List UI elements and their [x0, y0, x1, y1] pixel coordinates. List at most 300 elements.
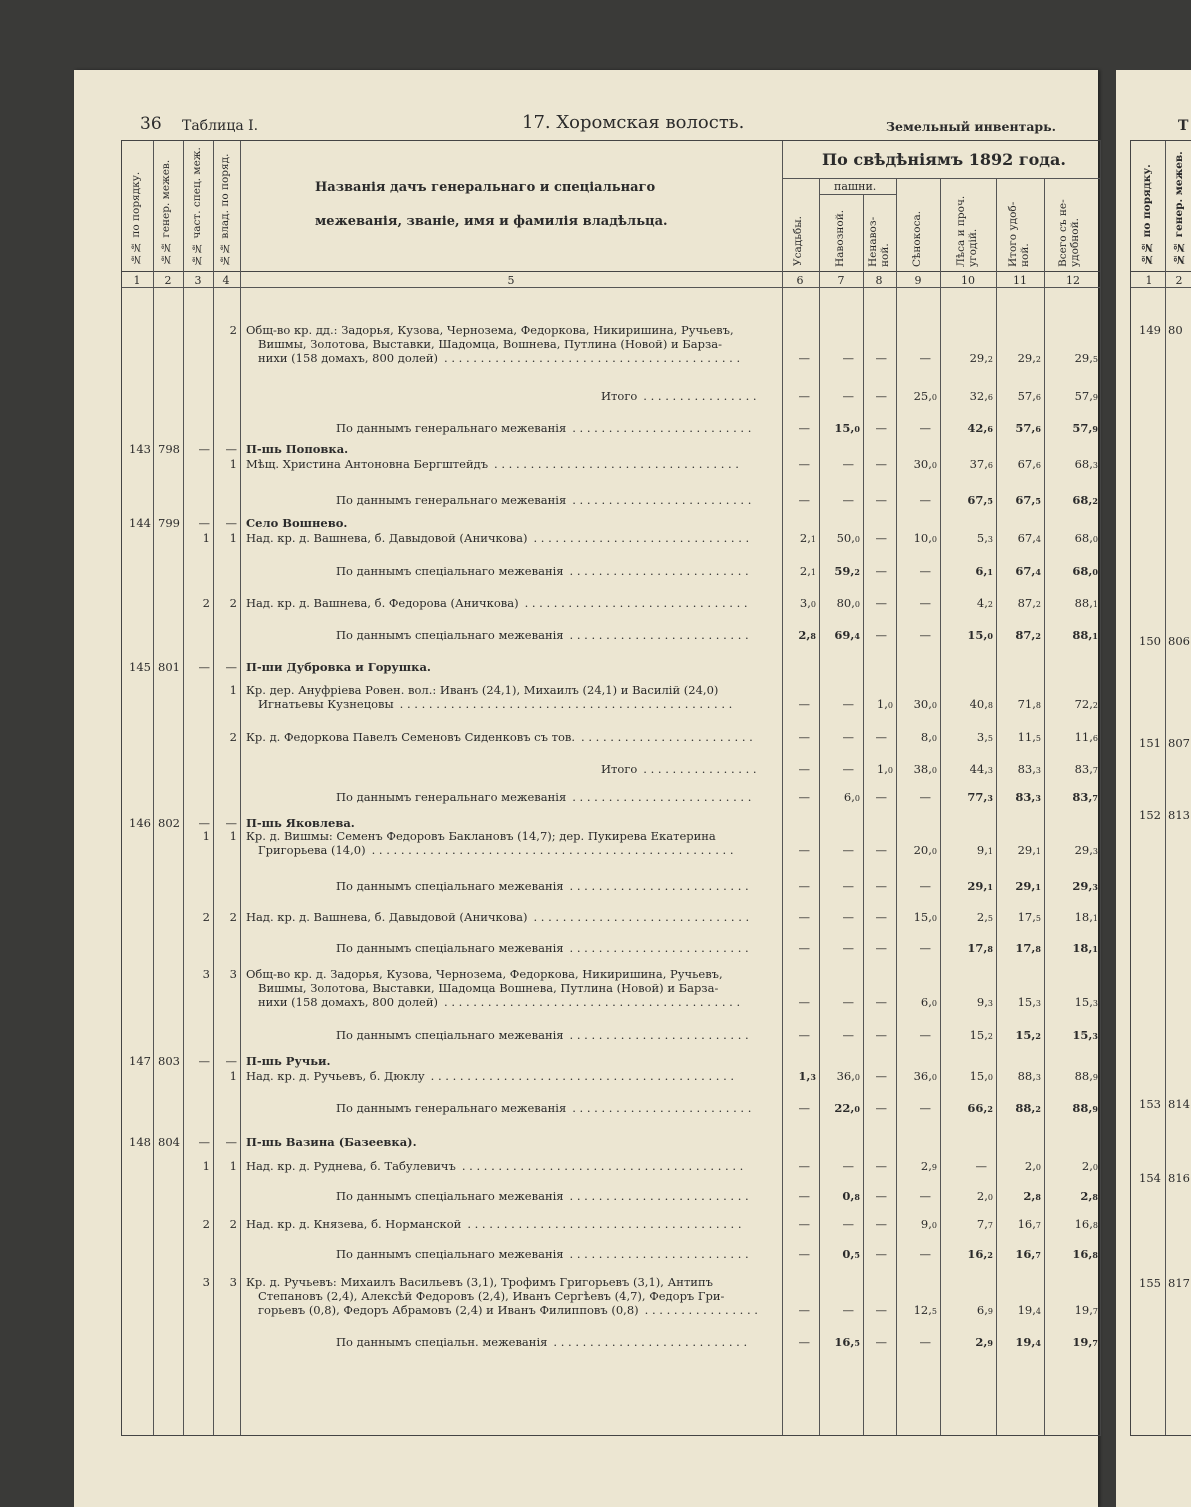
pashni-header: пашни.: [834, 180, 877, 193]
row-value-col8: —: [875, 1159, 887, 1173]
row-value-col8: —: [875, 531, 887, 545]
row-value-col8: —: [875, 351, 887, 365]
leader-dots: . . . . . . . . . . . . . . . . . . . . . . . . . . . . . . . . . . . . . . . . .: [444, 995, 741, 1009]
row-value-col6: —: [798, 1335, 810, 1349]
col3-header: №№ част. спец. меж.: [191, 147, 203, 266]
col10-header: Лѣса и проч. угодій.: [955, 195, 979, 267]
row-description: По даннымъ спеціальн. межеванія: [336, 1335, 548, 1349]
row-c4: —: [225, 1054, 237, 1068]
leader-dots: . . . . . . . . . . . . . . . . . . . . . . . . . . . . . .: [533, 531, 750, 545]
row-value-col10: 67,5: [967, 493, 993, 507]
row-value-col10: 9,3: [976, 995, 993, 1009]
row-value-col9: —: [919, 1247, 931, 1261]
col1-header: №№ по порядку.: [130, 171, 142, 265]
row-value-col11: 67,6: [1017, 457, 1041, 471]
row-c1: 143: [129, 442, 151, 456]
right-row-number: 152: [1139, 808, 1161, 822]
row-description: По даннымъ спеціальнаго межеванія: [336, 1028, 564, 1042]
row-description: Общ-во кр. дд.: Задорья, Кузова, Чернозема, Федоркова, Никиришина, Ручьевъ,: [246, 323, 734, 337]
right-row-genmezh: 807: [1168, 736, 1190, 750]
row-description: Кр. д. Федоркова Павелъ Семеновъ Сиденковъ съ тов.: [246, 730, 576, 744]
row-description: Над. кр. д. Вашнева, б. Давыдовой (Аничкова): [246, 910, 528, 924]
row-description: Над. кр. д. Ручьевъ, б. Дюклу: [246, 1069, 425, 1083]
row-value-col10: —: [975, 1159, 987, 1173]
row-description: П-шь Вазина (Базеевка).: [246, 1135, 417, 1149]
column-number-2: 2: [164, 274, 172, 287]
row-value-col9: —: [919, 421, 931, 435]
row-value-col9: —: [919, 1335, 931, 1349]
row-value-col6: —: [798, 697, 810, 711]
leader-dots: . . . . . . . . . . . . . . . . . . . . . . . .: [581, 730, 753, 744]
row-value-col8: —: [875, 1069, 887, 1083]
row-value-col9: 8,0: [920, 730, 937, 744]
row-value-col11: 29,1: [1017, 843, 1041, 857]
row-description: П-ши Дубровка и Горушка.: [246, 660, 431, 674]
right-row-number: 150: [1139, 634, 1161, 648]
row-value-col7: 22,0: [834, 1101, 860, 1115]
row-description: Кр. д. Ручьевъ: Михаилъ Васильевъ (3,1), Трофимъ Григорьевъ (3,1), Антипъ: [246, 1275, 713, 1289]
row-c4: 2: [229, 596, 237, 610]
row-c4: —: [225, 816, 237, 830]
row-value-col6: 2,1: [799, 531, 816, 545]
row-value-col9: 30,0: [913, 697, 937, 711]
right-col1-header: №№ по порядку.: [1141, 164, 1153, 265]
right-row-genmezh: 814: [1168, 1097, 1190, 1111]
row-value-col9: 2,9: [920, 1159, 937, 1173]
row-value-col8: —: [875, 628, 887, 642]
leader-dots: . . . . . . . . . . . . . . . . . . . . . . . . . . . . . . . . . .: [494, 457, 739, 471]
row-c1: 147: [129, 1054, 151, 1068]
col2-header: №№ генер. межев.: [160, 159, 172, 265]
row-value-col11: 17,8: [1015, 941, 1041, 955]
row-c3: 3: [202, 967, 210, 981]
row-c3: —: [198, 816, 210, 830]
row-value-col7: —: [842, 1159, 854, 1173]
row-value-col10: 37,6: [969, 457, 993, 471]
row-value-col8: —: [875, 1028, 887, 1042]
col5-header-line2: межеванія, званіе, имя и фамилія владѣльца.: [315, 214, 668, 229]
row-value-col8: —: [875, 564, 887, 578]
column-number-7: 7: [837, 274, 845, 287]
row-value-col11: 2,8: [1023, 1189, 1041, 1203]
row-value-col6: —: [798, 762, 810, 776]
row-description: По даннымъ спеціальнаго межеванія: [336, 564, 564, 578]
row-value-col11: 83,3: [1015, 790, 1041, 804]
row-description-cont: Вишмы, Золотова, Выставки, Шадомца, Вошнева, Путлина (Новой) и Барза-: [258, 337, 722, 351]
row-value-col11: 15,2: [1015, 1028, 1041, 1042]
col11-header: Итого удоб-ной.: [1007, 201, 1031, 267]
row-description: По даннымъ спеціальнаго межеванія: [336, 879, 564, 893]
row-c4: —: [225, 1135, 237, 1149]
leader-dots: . . . . . . . . . . . . . . . .: [643, 389, 757, 403]
row-value-col10: 4,2: [976, 596, 993, 610]
row-c4: 2: [229, 1217, 237, 1231]
row-description: Общ-во кр. д. Задорья, Кузова, Чернозема, Федоркова, Никиришина, Ручьевъ,: [246, 967, 723, 981]
page-number: 36: [140, 114, 162, 134]
row-value-col6: —: [798, 1189, 810, 1203]
leader-dots: . . . . . . . . . . . . . . . . . . . . . . . . . . . . . . . . . . . . . . . . .: [444, 351, 741, 365]
row-description: Итого: [601, 762, 638, 776]
row-value-col12: 29,3: [1072, 879, 1098, 893]
row-value-col12: 57,9: [1074, 389, 1098, 403]
row-c4: —: [225, 660, 237, 674]
row-value-col12: 88,9: [1074, 1069, 1098, 1083]
row-value-col8: —: [875, 910, 887, 924]
row-c2: 798: [158, 442, 180, 456]
table-label: Таблица I.: [182, 118, 259, 134]
row-value-col11: 29,2: [1017, 351, 1041, 365]
row-value-col7: —: [842, 493, 854, 507]
row-c4: 2: [229, 323, 237, 337]
leader-dots: . . . . . . . . . . . . . . . . . . . . . . . . . . . . . . .: [524, 596, 748, 610]
row-value-col8: —: [875, 457, 887, 471]
right-row-genmezh: 813: [1168, 808, 1190, 822]
right-page-fragment: [1116, 70, 1191, 1507]
row-value-col7: —: [842, 1303, 854, 1317]
row-value-col12: 18,1: [1072, 941, 1098, 955]
row-value-col6: —: [798, 1217, 810, 1231]
row-value-col6: —: [798, 1159, 810, 1173]
row-value-col7: 15,0: [834, 421, 860, 435]
leader-dots: . . . . . . . . . . . . . . . .: [643, 762, 757, 776]
row-value-col8: 1,0: [876, 697, 893, 711]
row-description-cont: Григорьева (14,0): [258, 843, 366, 857]
row-description: Село Вошнево.: [246, 516, 348, 530]
row-value-col9: 30,0: [913, 457, 937, 471]
document-page: [74, 70, 1098, 1507]
row-value-col7: —: [842, 941, 854, 955]
row-value-col8: —: [875, 596, 887, 610]
row-value-col9: —: [919, 1189, 931, 1203]
row-c4: 1: [229, 1069, 237, 1083]
right-column-number-1: 1: [1145, 274, 1153, 287]
right-row-number: 155: [1139, 1276, 1161, 1290]
row-value-col12: 15,3: [1072, 1028, 1098, 1042]
row-description: По даннымъ генеральнаго межеванія: [336, 493, 567, 507]
column-number-11: 11: [1013, 274, 1027, 287]
leader-dots: . . . . . . . . . . . . . . . . . . . . . . . . .: [572, 493, 752, 507]
row-value-col9: 6,0: [920, 995, 937, 1009]
row-value-col12: 68,0: [1074, 531, 1098, 545]
row-value-col6: —: [798, 457, 810, 471]
row-description: Кр. д. Вишмы: Семенъ Федоровъ Баклановъ (14,7); дер. Пукирева Екатерина: [246, 829, 716, 843]
row-value-col8: —: [875, 493, 887, 507]
row-c3: —: [198, 1054, 210, 1068]
row-value-col9: —: [919, 1101, 931, 1115]
row-value-col10: 29,2: [969, 351, 993, 365]
col5-header-line1: Названія дачъ генеральнаго и спеціальнаго: [315, 180, 656, 195]
row-c4: 3: [229, 1275, 237, 1289]
row-value-col7: 16,5: [834, 1335, 860, 1349]
column-number-4: 4: [222, 274, 230, 287]
row-value-col8: 1,0: [876, 762, 893, 776]
row-c4: 1: [229, 531, 237, 545]
row-value-col7: —: [842, 1217, 854, 1231]
row-value-col12: 2,8: [1080, 1189, 1098, 1203]
row-value-col7: 59,2: [834, 564, 860, 578]
leader-dots: . . . . . . . . . . . . . . . . . . . . . . . . .: [569, 1028, 749, 1042]
row-description-cont: горьевъ (0,8), Федоръ Абрамовъ (2,4) и Иванъ Филипповъ (0,8): [258, 1303, 639, 1317]
col8-header: Ненавоз-ной.: [867, 216, 891, 267]
row-description: По даннымъ спеціальнаго межеванія: [336, 1189, 564, 1203]
row-value-col9: 15,0: [913, 910, 937, 924]
row-value-col11: 17,5: [1017, 910, 1041, 924]
row-description-cont: Степановъ (2,4), Алексѣй Федоровъ (2,4), Иванъ Сергѣевъ (4,7), Федоръ Гри-: [258, 1289, 725, 1303]
row-value-col10: 6,9: [976, 1303, 993, 1317]
row-c4: 1: [229, 829, 237, 843]
row-description: Над. кр. д. Князева, б. Норманской: [246, 1217, 462, 1231]
row-c1: 146: [129, 816, 151, 830]
leader-dots: . . . . . . . . . . . . . . . . . . . . . . . . .: [569, 879, 749, 893]
row-value-col6: —: [798, 351, 810, 365]
row-value-col7: 6,0: [843, 790, 860, 804]
row-value-col6: —: [798, 843, 810, 857]
row-c3: —: [198, 1135, 210, 1149]
row-value-col12: 83,7: [1074, 762, 1098, 776]
row-c4: —: [225, 442, 237, 456]
row-value-col10: 16,2: [967, 1247, 993, 1261]
row-value-col7: —: [842, 697, 854, 711]
row-value-col11: 11,5: [1017, 730, 1041, 744]
row-c3: 2: [202, 1217, 210, 1231]
row-value-col12: 57,9: [1072, 421, 1098, 435]
row-c2: 803: [158, 1054, 180, 1068]
right-row-number: 151: [1139, 736, 1161, 750]
column-number-6: 6: [796, 274, 804, 287]
row-value-col9: 20,0: [913, 843, 937, 857]
row-c3: —: [198, 442, 210, 456]
right-page-table: [1130, 140, 1191, 1436]
col7-header: Навозной.: [834, 209, 846, 267]
group-title: По свѣдѣніямъ 1892 года.: [822, 150, 1066, 169]
row-value-col10: 77,3: [967, 790, 993, 804]
row-description-cont: нихи (158 домахъ, 800 долей): [258, 351, 439, 365]
row-value-col8: —: [875, 1189, 887, 1203]
row-c1: 145: [129, 660, 151, 674]
row-value-col12: 19,7: [1074, 1303, 1098, 1317]
row-value-col6: —: [798, 421, 810, 435]
row-value-col11: 2,0: [1024, 1159, 1041, 1173]
row-value-col10: 9,1: [976, 843, 993, 857]
row-value-col8: —: [875, 790, 887, 804]
row-c2: 799: [158, 516, 180, 530]
volost-title: 17. Хоромская волость.: [522, 112, 745, 133]
row-value-col9: 9,0: [920, 1217, 937, 1231]
row-value-col6: —: [798, 790, 810, 804]
right-row-genmezh: 817: [1168, 1276, 1190, 1290]
row-c3: 2: [202, 910, 210, 924]
right-row-genmezh: 80: [1168, 323, 1183, 337]
row-value-col11: 19,4: [1015, 1335, 1041, 1349]
col6-header: Усадьбы.: [792, 216, 804, 266]
leader-dots: . . . . . . . . . . . . . . . . . . . . . . . . .: [572, 1101, 752, 1115]
leader-dots: . . . . . . . . . . . . . . . . . . . . . . . . .: [569, 1247, 749, 1261]
right-row-number: 149: [1139, 323, 1161, 337]
row-value-col11: 87,2: [1015, 628, 1041, 642]
inventory-title: Земельный инвентарь.: [886, 119, 1057, 134]
row-value-col11: 88,2: [1015, 1101, 1041, 1115]
row-value-col10: 42,6: [967, 421, 993, 435]
row-value-col7: 69,4: [834, 628, 860, 642]
leader-dots: . . . . . . . . . . . . . . . . . . . . . . . . .: [572, 421, 752, 435]
row-value-col6: —: [798, 493, 810, 507]
row-value-col8: —: [875, 1217, 887, 1231]
row-c3: 1: [202, 531, 210, 545]
row-value-col10: 44,3: [969, 762, 993, 776]
row-value-col8: —: [875, 389, 887, 403]
row-c3: —: [198, 516, 210, 530]
row-c1: 148: [129, 1135, 151, 1149]
row-value-col10: 2,9: [975, 1335, 993, 1349]
row-value-col9: —: [919, 564, 931, 578]
row-c2: 801: [158, 660, 180, 674]
row-value-col9: 10,0: [913, 531, 937, 545]
row-value-col11: 67,4: [1017, 531, 1041, 545]
row-value-col12: 16,8: [1072, 1247, 1098, 1261]
row-value-col11: 57,6: [1017, 389, 1041, 403]
leader-dots: . . . . . . . . . . . . . . . .: [644, 1303, 758, 1317]
row-value-col8: —: [875, 941, 887, 955]
column-number-12: 12: [1066, 274, 1080, 287]
leader-dots: . . . . . . . . . . . . . . . . . . . . . . . . . . . . . . . . . . . . . . . . . .: [430, 1069, 735, 1083]
row-value-col12: 16,8: [1074, 1217, 1098, 1231]
row-value-col10: 66,2: [967, 1101, 993, 1115]
leader-dots: . . . . . . . . . . . . . . . . . . . . . . . . . . . . . . . . . . . . . . .: [461, 1159, 744, 1173]
row-value-col6: —: [798, 389, 810, 403]
row-value-col9: 38,0: [913, 762, 937, 776]
row-value-col7: —: [842, 910, 854, 924]
column-number-5: 5: [507, 274, 515, 287]
row-value-col7: —: [842, 389, 854, 403]
row-value-col9: 25,0: [913, 389, 937, 403]
row-value-col6: 1,3: [798, 1069, 816, 1083]
row-value-col10: 2,0: [976, 1189, 993, 1203]
row-value-col10: 3,5: [976, 730, 993, 744]
row-value-col8: —: [875, 995, 887, 1009]
column-number-3: 3: [194, 274, 202, 287]
row-value-col8: —: [875, 843, 887, 857]
row-value-col12: 88,1: [1072, 628, 1098, 642]
row-value-col11: 16,7: [1015, 1247, 1041, 1261]
row-value-col12: 72,2: [1074, 697, 1098, 711]
row-value-col9: —: [919, 879, 931, 893]
row-value-col10: 32,6: [969, 389, 993, 403]
row-value-col9: —: [919, 493, 931, 507]
row-value-col10: 29,1: [967, 879, 993, 893]
row-value-col11: 16,7: [1017, 1217, 1041, 1231]
leader-dots: . . . . . . . . . . . . . . . . . . . . . . . . .: [569, 941, 749, 955]
column-number-10: 10: [961, 274, 975, 287]
row-value-col7: —: [842, 762, 854, 776]
row-value-col9: 36,0: [913, 1069, 937, 1083]
row-description: По даннымъ генеральнаго межеванія: [336, 790, 567, 804]
leader-dots: . . . . . . . . . . . . . . . . . . . . . . . . . . . . . . . . . . . . . .: [467, 1217, 742, 1231]
row-value-col7: 0,5: [842, 1247, 860, 1261]
row-c4: 1: [229, 457, 237, 471]
row-c4: 1: [229, 1159, 237, 1173]
row-value-col9: —: [919, 941, 931, 955]
leader-dots: . . . . . . . . . . . . . . . . . . . . . . . . . . . . . . . . . . . . . . . . . . . . . . . . . .: [371, 843, 734, 857]
row-description-cont: Вишмы, Золотова, Выставки, Шадомца Вошнева, Путлина (Новой) и Барза-: [258, 981, 719, 995]
row-description: По даннымъ спеціальнаго межеванія: [336, 628, 564, 642]
row-description: П-шь Поповка.: [246, 442, 349, 456]
row-value-col7: —: [842, 1028, 854, 1042]
right-col2-header: №№ генер. межев.: [1173, 151, 1185, 265]
row-value-col11: 88,3: [1017, 1069, 1041, 1083]
row-description: Мѣщ. Христина Антоновна Бергштейдъ: [246, 457, 489, 471]
leader-dots: . . . . . . . . . . . . . . . . . . . . . . . . .: [569, 564, 749, 578]
row-value-col10: 40,8: [969, 697, 993, 711]
right-row-genmezh: 806: [1168, 634, 1190, 648]
leader-dots: . . . . . . . . . . . . . . . . . . . . . . . . .: [572, 790, 752, 804]
row-value-col11: 67,5: [1015, 493, 1041, 507]
row-value-col8: —: [875, 1335, 887, 1349]
row-value-col11: 87,2: [1017, 596, 1041, 610]
row-value-col10: 15,0: [969, 1069, 993, 1083]
row-value-col9: —: [919, 1028, 931, 1042]
row-value-col7: 36,0: [836, 1069, 860, 1083]
row-description: По даннымъ спеціальнаго межеванія: [336, 1247, 564, 1261]
row-description: По даннымъ генеральнаго межеванія: [336, 421, 567, 435]
row-description: Над. кр. д. Руднева, б. Табулевичъ: [246, 1159, 456, 1173]
row-value-col6: —: [798, 1303, 810, 1317]
row-c3: 1: [202, 1159, 210, 1173]
row-description-cont: Игнатьевы Кузнецовы: [258, 697, 394, 711]
row-value-col7: —: [842, 351, 854, 365]
col9-header: Сѣнокоса.: [911, 210, 923, 267]
row-description-cont: нихи (158 домахъ, 800 долей): [258, 995, 439, 1009]
row-value-col8: —: [875, 421, 887, 435]
row-description: По даннымъ спеціальнаго межеванія: [336, 941, 564, 955]
row-value-col11: 19,4: [1017, 1303, 1041, 1317]
row-value-col12: 18,1: [1074, 910, 1098, 924]
leader-dots: . . . . . . . . . . . . . . . . . . . . . . . . .: [569, 628, 749, 642]
row-value-col12: 68,0: [1072, 564, 1098, 578]
row-value-col9: —: [919, 628, 931, 642]
col12-header: Всего съ не-удобной.: [1057, 199, 1081, 267]
row-value-col8: —: [875, 730, 887, 744]
row-value-col6: 2,1: [799, 564, 816, 578]
row-description: Над. кр. д. Вашнева, б. Федорова (Аничкова): [246, 596, 519, 610]
col4-header: №№ влад. по поряд.: [219, 153, 231, 266]
row-value-col8: —: [875, 1303, 887, 1317]
row-description: Кр. дер. Ануфріева Ровен. вол.: Иванъ (24,1), Михаилъ (24,1) и Василій (24,0): [246, 683, 719, 697]
row-value-col12: 88,1: [1074, 596, 1098, 610]
row-value-col6: —: [798, 995, 810, 1009]
row-value-col8: —: [875, 1247, 887, 1261]
row-c4: —: [225, 516, 237, 530]
right-row-number: 153: [1139, 1097, 1161, 1111]
row-c4: 2: [229, 730, 237, 744]
row-value-col10: 7,7: [976, 1217, 993, 1231]
leader-dots: . . . . . . . . . . . . . . . . . . . . . . . . .: [569, 1189, 749, 1203]
right-row-genmezh: 816: [1168, 1171, 1190, 1185]
row-c3: 3: [202, 1275, 210, 1289]
row-c2: 802: [158, 816, 180, 830]
leader-dots: . . . . . . . . . . . . . . . . . . . . . . . . . . . . . .: [533, 910, 750, 924]
row-value-col11: 83,3: [1017, 762, 1041, 776]
row-value-col6: 2,8: [798, 628, 816, 642]
row-value-col7: —: [842, 457, 854, 471]
row-value-col7: —: [842, 995, 854, 1009]
row-value-col7: 50,0: [836, 531, 860, 545]
land-table: [121, 140, 1101, 1436]
row-c1: 144: [129, 516, 151, 530]
row-c3: —: [198, 660, 210, 674]
row-c4: 2: [229, 910, 237, 924]
row-value-col6: 3,0: [799, 596, 816, 610]
row-value-col6: —: [798, 879, 810, 893]
